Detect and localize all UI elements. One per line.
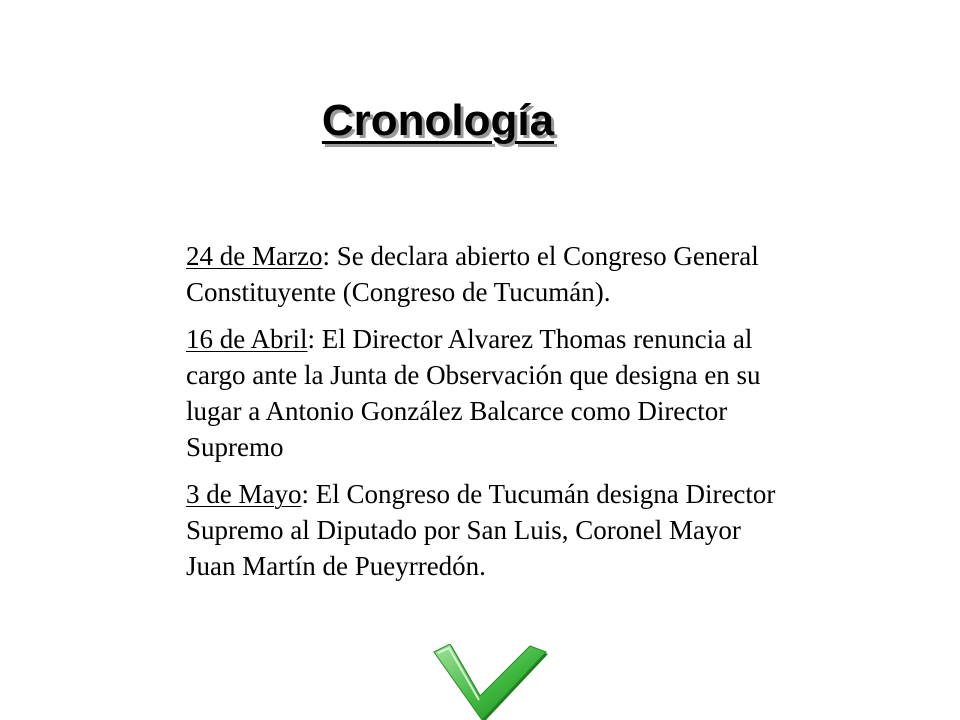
entry-text: : El Congreso de Tucumán designa Director Supremo al Diputado por San Luis, Coronel Mayor Juan Martín de Pueyrredón. bbox=[186, 479, 776, 581]
chronology-entry bbox=[186, 476, 786, 584]
entry-date: 3 de Mayo bbox=[186, 479, 302, 509]
green-check-icon bbox=[432, 644, 548, 720]
chronology-list bbox=[186, 238, 786, 595]
page-title bbox=[0, 96, 960, 146]
entry-text: : El Director Alvarez Thomas renuncia al cargo ante la Junta de Observación que designa en su lugar a Antonio González Balcarce como Director Supremo bbox=[186, 324, 761, 462]
entry-text: : Se declara abierto el Congreso General Constituyente (Congreso de Tucumán). bbox=[186, 241, 759, 307]
chronology-entry bbox=[186, 321, 786, 465]
entry-date: 24 de Marzo bbox=[186, 241, 323, 271]
entry-date: 16 de Abril bbox=[186, 324, 308, 354]
title-text: Cronología bbox=[321, 96, 555, 145]
chronology-entry bbox=[186, 238, 786, 310]
